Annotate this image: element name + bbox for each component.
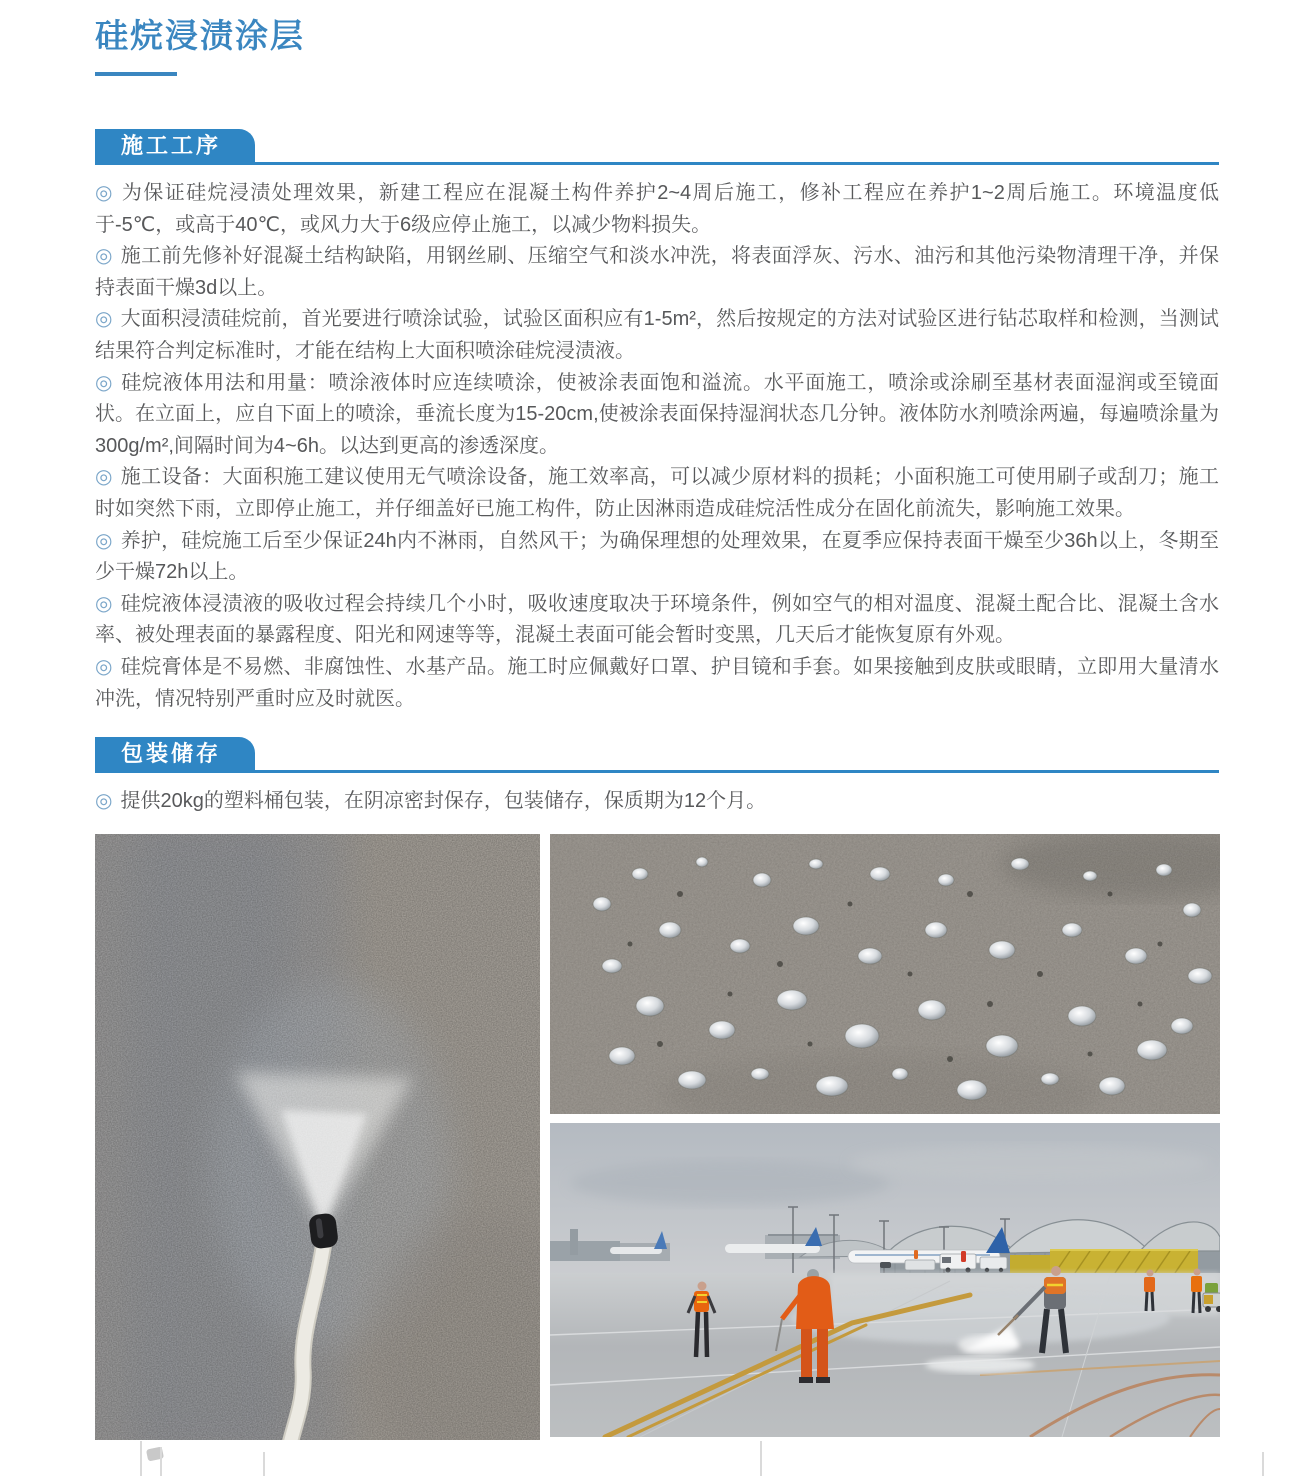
- page-bottom-artifact: [140, 1441, 142, 1476]
- bullet-icon: ◎: [95, 655, 113, 678]
- packaging-storage-list: [95, 786, 1219, 818]
- bullet-text: 养护，硅烷施工后至少保证24h内不淋雨，自然风干；为确保理想的处理效果，在夏季应保持表面干燥至少36h以上，冬期至少干燥72h以上。: [95, 529, 1219, 584]
- section-heading-text: 包装储存: [121, 741, 222, 766]
- section-badge-construction: [95, 129, 255, 163]
- page-bottom-artifact: [1262, 1452, 1264, 1476]
- bullet-text: 施工设备：大面积施工建议使用无气喷涂设备，施工效率高，可以减少原材料的损耗；小面积施工可使用刷子或刮刀；施工时如突然下雨，立即停止施工，并仔细盖好已施工构件，防止因淋雨造成硅烷活性成分在固化前流失，影响施工效果。: [95, 466, 1219, 520]
- silane-spray-wall-photo: [95, 834, 540, 1440]
- construction-procedure-list: [95, 178, 1219, 715]
- bullet-item: [95, 589, 1219, 652]
- section-rule: [95, 162, 1219, 165]
- bullet-icon: ◎: [95, 182, 114, 204]
- bullet-text: 提供20kg的塑料桶包装，在阴凉密封保存，包装储存，保质期为12个月。: [120, 790, 767, 812]
- bullet-item: [95, 368, 1219, 463]
- section-heading-text: 施工工序: [121, 133, 222, 158]
- bullet-item: [95, 652, 1219, 715]
- airport-apron-spray-photo: [550, 1123, 1220, 1437]
- bullet-text: 硅烷液体浸渍液的吸收过程会持续几个小时，吸收速度取决于环境条件，例如空气的相对温度、混凝土配合比、混凝土含水率、被处理表面的暴露程度、阳光和网速等等，混凝土表面可能会暂时变黑，几天后才能恢复原有外观。: [95, 592, 1219, 647]
- bullet-item: [95, 304, 1219, 367]
- bullet-item: [95, 526, 1219, 589]
- bullet-text: 为保证硅烷浸渍处理效果，新建工程应在混凝土构件养护2~4周后施工，修补工程应在养护1~2周后施工。环境温度低于-5℃，或高于40℃，或风力大于6级应停止施工，以减少物料损失。: [95, 182, 1219, 236]
- bullet-icon: ◎: [95, 466, 113, 489]
- bullet-item: [95, 462, 1219, 525]
- page-title: 硅烷浸渍涂层: [95, 17, 305, 54]
- bullet-icon: ◎: [95, 371, 114, 394]
- page-bottom-artifact: [760, 1441, 762, 1476]
- bullet-text: 硅烷膏体是不易燃、非腐蚀性、水基产品。施工时应佩戴好口罩、护目镜和手套。如果接触到皮肤或眼睛，立即用大量清水冲洗，情况特别严重时应及时就医。: [95, 655, 1219, 710]
- bullet-icon: ◎: [95, 308, 113, 331]
- bullet-icon: ◎: [95, 245, 113, 268]
- bullet-text: 硅烷液体用法和用量：喷涂液体时应连续喷涂，使被涂表面饱和溢流。水平面施工，喷涂或涂刷至基材表面湿润或至镜面状。在立面上，应自下面上的喷涂，垂流长度为15-20cm,使被涂表面保持湿润状态几分钟。液体防水剂喷涂两遍，每遍喷涂量为300g/m²,间隔时间为4~6h。以达到更高的渗透深度。: [95, 371, 1220, 457]
- bullet-text: 大面积浸渍硅烷前，首光要进行喷涂试验，试验区面积应有1-5m²，然后按规定的方法对试验区进行钻芯取样和检测，当测试结果符合判定标准时，才能在结构上大面积喷涂硅烷浸渍液。: [95, 308, 1219, 362]
- page-bottom-artifact: [160, 1447, 162, 1476]
- page-bottom-artifact: [263, 1452, 265, 1476]
- bullet-icon: ◎: [95, 592, 113, 615]
- section-rule: [95, 770, 1219, 773]
- section-badge-packaging: [95, 737, 255, 771]
- bullet-item: [95, 241, 1219, 304]
- airport-apron-illustration: [550, 1123, 1220, 1437]
- bullet-text: 施工前先修补好混凝土结构缺陷，用钢丝刷、压缩空气和淡水冲洗，将表面浮灰、污水、油污和其他污染物清理干净，并保持表面干燥3d以上。: [95, 245, 1219, 299]
- bullet-item: [95, 178, 1219, 241]
- section-header-packaging: [95, 737, 255, 771]
- bullet-icon: ◎: [95, 529, 113, 552]
- title-underline: [95, 72, 177, 76]
- water-beading-concrete-photo: [550, 834, 1220, 1114]
- water-beading-illustration: [550, 834, 1220, 1114]
- section-header-construction: [95, 129, 255, 163]
- spray-wall-illustration: [95, 834, 540, 1440]
- bullet-item: [95, 786, 1219, 818]
- bullet-icon: ◎: [95, 790, 113, 812]
